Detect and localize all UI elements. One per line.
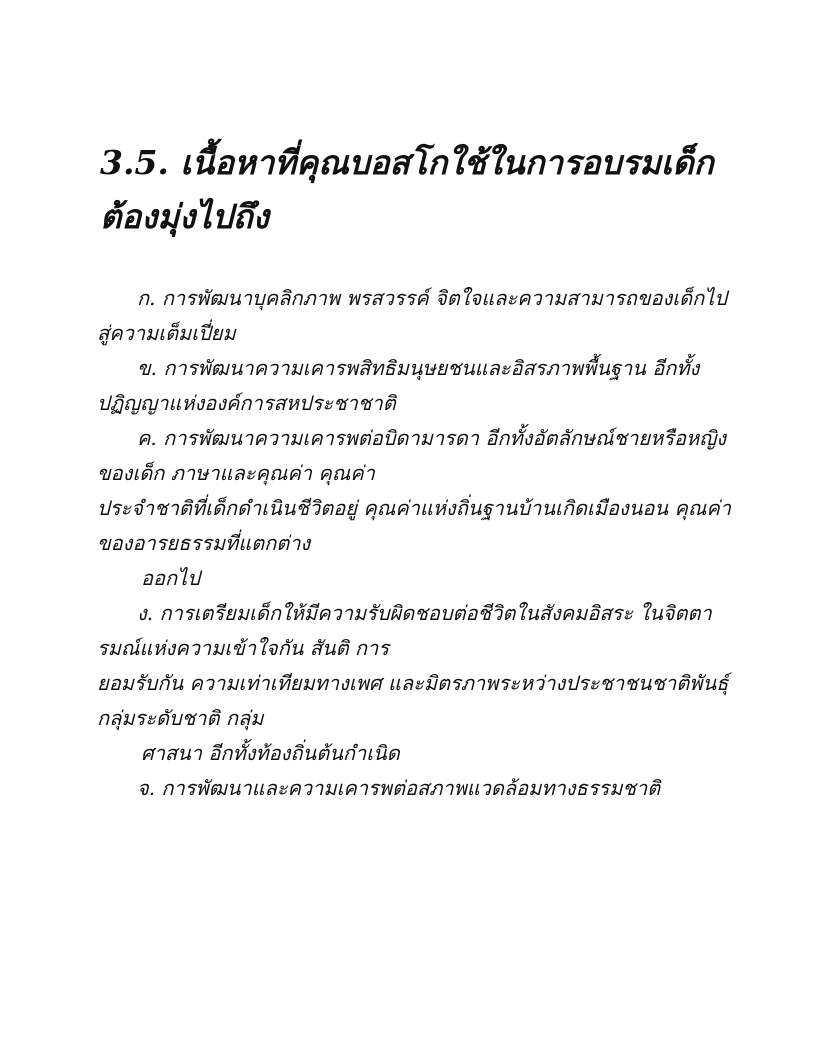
paragraph-kho: ข. การพัฒนาความเคารพสิทธิมนุษยชนและอิสรภาพพื้นฐาน อีกทั้งปฏิญญาแห่งองค์การสหประชาชาติ — [97, 356, 700, 415]
paragraph-ngo: ง. การเตรียมเด็กให้มีความรับผิดชอบต่อชีวิตในสังคมอิสระ ในจิตตารมณ์แห่งความเข้าใจกัน สันติ การ — [97, 601, 712, 660]
paragraph-ngo-tail: ศาสนา อีกทั้งท้องถิ่นต้นกำเนิด — [141, 741, 400, 765]
paragraph-ko: ก. การพัฒนาบุคลิกภาพ พรสวรรค์ จิตใจและความสามารถของเด็กไปสู่ความเต็มเปี่ยม — [97, 286, 727, 345]
paragraph-ngo-continued: ยอมรับกัน ความเท่าเทียมทางเพศ และมิตรภาพระหว่างประชาชนชาติพันธุ์ กลุ่มระดับชาติ กลุ่ม — [97, 671, 729, 730]
paragraph-cho: จ. การพัฒนาและความเคารพต่อสภาพแวดล้อมทางธรรมชาติ — [137, 776, 661, 800]
paragraph-kho-khwai-continued: ประจำชาติที่เด็กดำเนินชีวิตอยู่ คุณค่าแห่งถิ่นฐานบ้านเกิดเมืองนอน คุณค่าของอารยธรรมที่แตกต่าง — [97, 496, 732, 555]
section-heading: 3.5. เนื้อหาที่คุณบอสโกใช้ในการอบรมเด็กต้องมุ่งไปถึง — [100, 143, 714, 236]
paragraph-kho-khwai-tail: ออกไป — [141, 566, 200, 590]
section-body — [97, 281, 737, 806]
paragraph-kho-khwai: ค. การพัฒนาความเคารพต่อบิดามารดา อีกทั้งอัตลักษณ์ชายหรือหญิงของเด็ก ภาษาและคุณค่า คุณค่า — [97, 426, 726, 485]
